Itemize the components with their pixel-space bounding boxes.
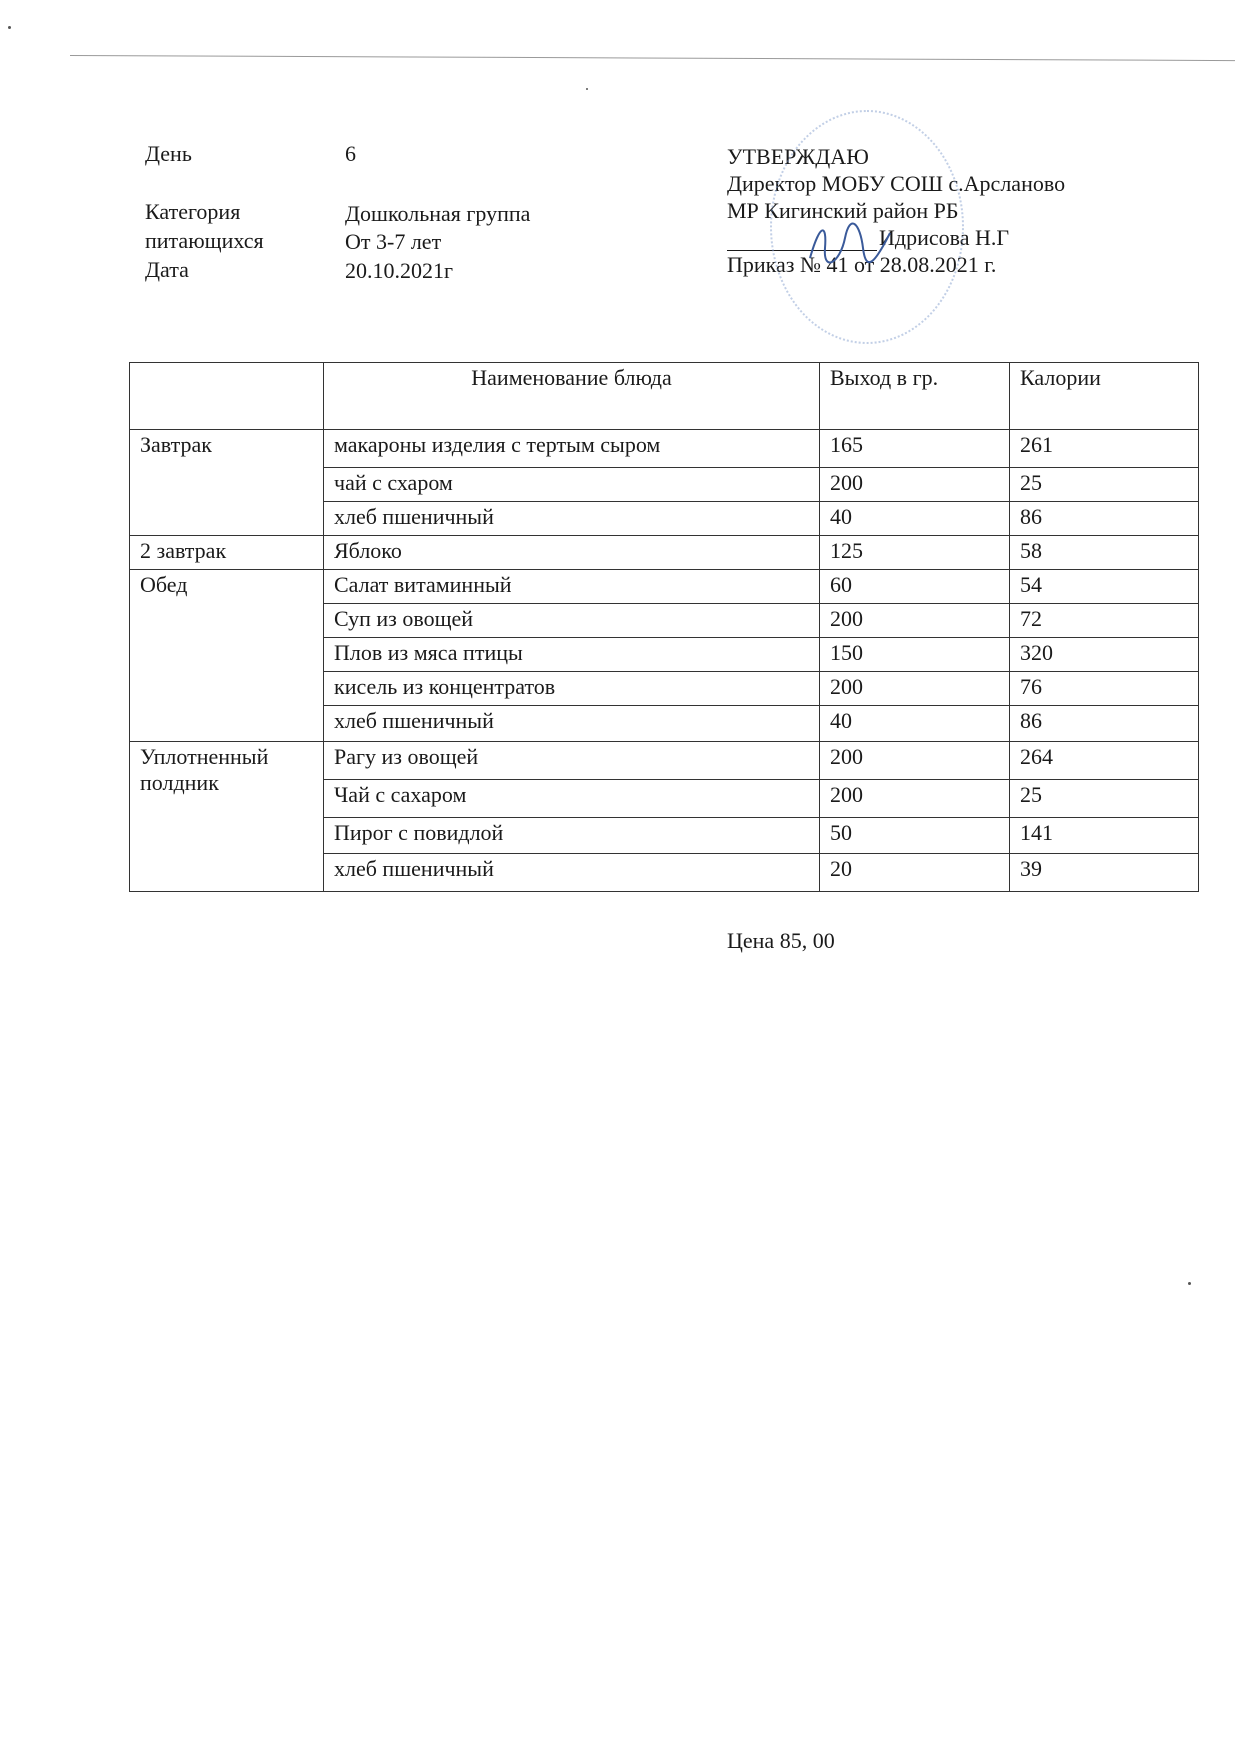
column-header-calories: Калории: [1010, 363, 1199, 430]
dish-cell: Рагу из овощей: [324, 742, 820, 780]
weight-cell: 165: [820, 430, 1010, 468]
scan-speck: [1188, 1282, 1191, 1285]
approval-signer: Идрисова Н.Г: [879, 225, 1010, 250]
table-row: [130, 536, 1199, 570]
table-row: [130, 570, 1199, 604]
calories-cell: 72: [1010, 604, 1199, 638]
calories-cell: 58: [1010, 536, 1199, 570]
weight-cell: 200: [820, 742, 1010, 780]
date-label: Дата: [145, 257, 189, 282]
weight-cell: 40: [820, 706, 1010, 742]
column-header-dish: Наименование блюда: [324, 363, 820, 430]
calories-cell: 76: [1010, 672, 1199, 706]
dish-cell: хлеб пшеничный: [324, 706, 820, 742]
dish-cell: Плов из мяса птицы: [324, 638, 820, 672]
price-label: Цена 85, 00: [727, 928, 835, 953]
day-value: 6: [345, 141, 356, 166]
menu-table: [129, 362, 1199, 892]
table-row: [130, 742, 1199, 780]
dish-cell: хлеб пшеничный: [324, 502, 820, 536]
date-value: 20.10.2021г: [345, 258, 454, 283]
category-value-2: От 3-7 лет: [345, 229, 442, 254]
table-row: [130, 430, 1199, 468]
calories-cell: 86: [1010, 706, 1199, 742]
dish-cell: хлеб пшеничный: [324, 854, 820, 892]
scan-speck: [586, 88, 588, 90]
approval-signature-row: [727, 224, 1065, 251]
calories-cell: 264: [1010, 742, 1199, 780]
dish-cell: Яблоко: [324, 536, 820, 570]
category-label-2: питающихся: [145, 228, 264, 253]
meal-cell: Обед: [130, 570, 324, 742]
dish-cell: чай с схаром: [324, 468, 820, 502]
meal-cell: 2 завтрак: [130, 536, 324, 570]
approval-title: УТВЕРЖДАЮ: [727, 144, 869, 169]
column-header-weight: Выход в гр.: [820, 363, 1010, 430]
calories-cell: 261: [1010, 430, 1199, 468]
weight-cell: 200: [820, 780, 1010, 818]
weight-cell: 200: [820, 672, 1010, 706]
approval-block: [727, 143, 1065, 278]
approval-line-2: МР Кигинский район РБ: [727, 198, 959, 223]
calories-cell: 39: [1010, 854, 1199, 892]
weight-cell: 200: [820, 604, 1010, 638]
table-header-row: [130, 363, 1199, 430]
meal-cell: Уплотненный полдник: [130, 742, 324, 892]
calories-cell: 25: [1010, 468, 1199, 502]
weight-cell: 125: [820, 536, 1010, 570]
weight-cell: 60: [820, 570, 1010, 604]
dish-cell: Чай с сахаром: [324, 780, 820, 818]
approval-order: Приказ № 41 от 28.08.2021 г.: [727, 252, 997, 277]
weight-cell: 40: [820, 502, 1010, 536]
column-header-meal: [130, 363, 324, 430]
weight-cell: 200: [820, 468, 1010, 502]
dish-cell: Салат витаминный: [324, 570, 820, 604]
calories-cell: 54: [1010, 570, 1199, 604]
weight-cell: 20: [820, 854, 1010, 892]
scan-speck: [8, 26, 11, 29]
dish-cell: Суп из овощей: [324, 604, 820, 638]
scan-edge-line: [70, 55, 1235, 61]
day-label: День: [145, 141, 192, 166]
signature-line: [727, 230, 877, 251]
dish-cell: Пирог с повидлой: [324, 818, 820, 854]
meal-cell: Завтрак: [130, 430, 324, 536]
dish-cell: макароны изделия с тертым сыром: [324, 430, 820, 468]
calories-cell: 86: [1010, 502, 1199, 536]
dish-cell: кисель из концентратов: [324, 672, 820, 706]
approval-line-1: Директор МОБУ СОШ с.Арсланово: [727, 171, 1066, 196]
category-value-1: Дошкольная группа: [345, 201, 531, 226]
weight-cell: 50: [820, 818, 1010, 854]
calories-cell: 320: [1010, 638, 1199, 672]
weight-cell: 150: [820, 638, 1010, 672]
calories-cell: 141: [1010, 818, 1199, 854]
calories-cell: 25: [1010, 780, 1199, 818]
category-label-1: Категория: [145, 199, 241, 224]
